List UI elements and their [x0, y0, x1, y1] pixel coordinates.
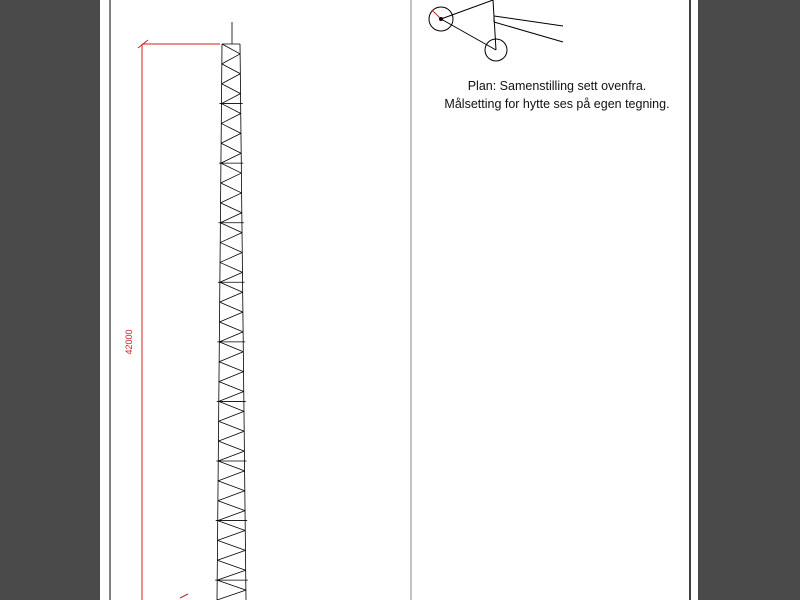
tower-brace	[218, 521, 246, 531]
tower-height-dimension-label: 42000	[124, 329, 134, 355]
tower-brace	[221, 193, 242, 203]
tower-brace	[221, 163, 241, 173]
tower-brace	[222, 54, 240, 64]
tower-brace	[219, 421, 245, 431]
tower-brace	[221, 133, 241, 143]
tower-brace	[218, 501, 245, 511]
tower-brace	[218, 471, 245, 481]
tower-brace	[217, 590, 246, 600]
tower-right-leg	[240, 44, 246, 600]
tower-brace	[218, 491, 245, 501]
tower-brace	[220, 262, 242, 272]
tower-brace	[218, 540, 246, 550]
tower-brace	[221, 173, 242, 183]
tower-brace	[218, 461, 244, 471]
tower-brace	[219, 411, 244, 421]
plan-view	[429, 0, 563, 61]
tower-brace	[221, 104, 240, 114]
tower-brace	[217, 580, 246, 590]
tower-brace	[220, 233, 242, 243]
tower-brace	[220, 213, 241, 223]
tower-brace	[218, 481, 245, 491]
tower-brace	[218, 441, 244, 451]
tower-brace	[217, 550, 245, 560]
tower-brace	[221, 203, 242, 213]
tower-brace	[222, 84, 241, 94]
tower-brace	[220, 272, 243, 282]
tower-brace	[219, 382, 244, 392]
tower-brace	[219, 372, 244, 382]
tower-brace	[219, 392, 244, 402]
height-dimension	[138, 40, 220, 600]
tower-brace	[221, 123, 241, 133]
tower-brace	[221, 143, 241, 153]
tower-brace	[220, 223, 242, 233]
lattice-tower	[215, 22, 248, 600]
tower-brace	[220, 292, 243, 302]
tower-brace	[218, 431, 244, 441]
tower-brace	[222, 44, 240, 54]
tower-brace	[220, 243, 242, 253]
tower-brace	[220, 322, 244, 332]
tower-brace	[222, 64, 241, 74]
tower-brace	[218, 511, 245, 521]
tower-brace	[221, 183, 242, 193]
tower-brace	[219, 401, 244, 411]
tower-brace	[219, 342, 243, 352]
tower-brace	[221, 114, 240, 124]
tower-brace	[220, 282, 243, 292]
tower-brace	[219, 352, 243, 362]
tower-brace	[218, 451, 244, 461]
tower-brace	[220, 312, 243, 322]
tower-brace	[222, 74, 241, 84]
tower-brace	[218, 531, 246, 541]
plan-caption-line-2: Målsetting for hytte ses på egen tegning.	[444, 97, 670, 111]
tower-brace	[217, 560, 245, 570]
tower-brace	[219, 362, 243, 372]
plan-caption-line-1: Plan: Samenstilling sett ovenfra.	[467, 79, 647, 93]
tower-brace	[221, 153, 241, 163]
tower-brace	[219, 332, 243, 342]
tower-brace	[217, 570, 246, 580]
tower-brace	[221, 94, 240, 104]
tower-brace	[220, 302, 243, 312]
tower-brace	[220, 253, 242, 263]
